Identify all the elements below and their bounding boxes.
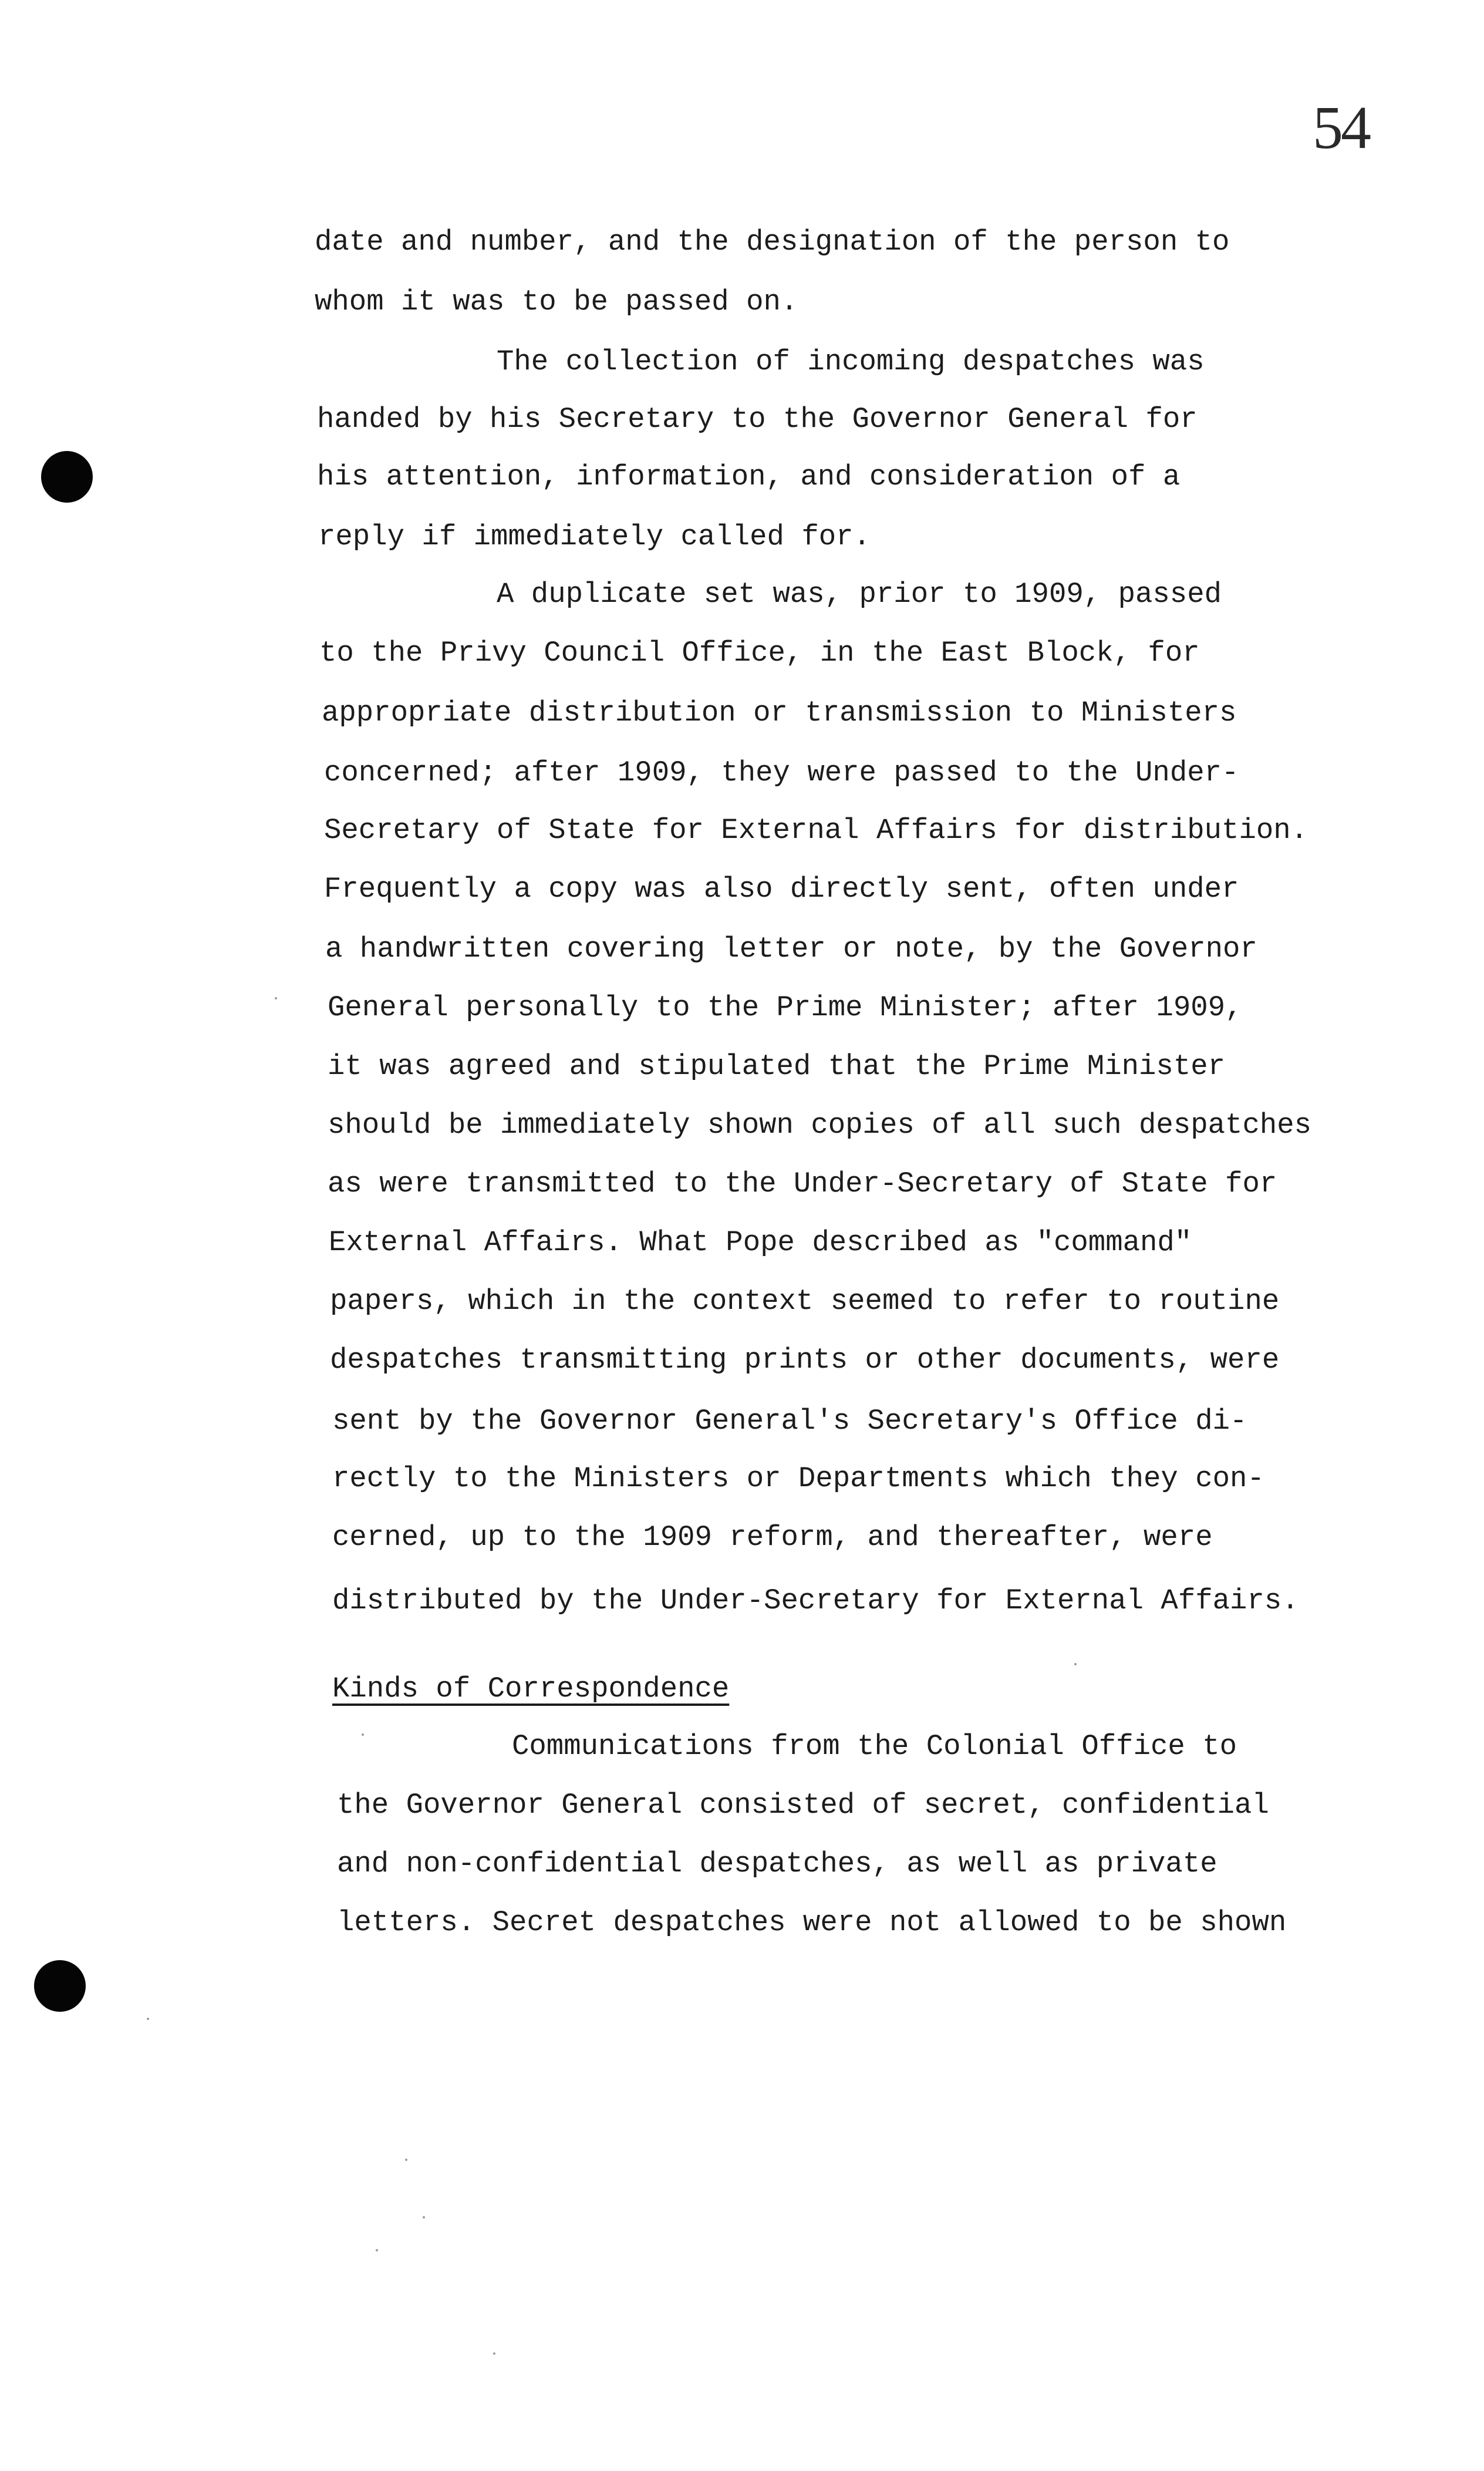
body-line: appropriate distribution or transmission to Ministers <box>322 696 1237 729</box>
body-line: to the Privy Council Office, in the East Block, for <box>319 637 1200 669</box>
scan-speck <box>493 2352 495 2355</box>
body-line: date and number, and the designation of the person to <box>315 225 1230 258</box>
page-number: 54 <box>1313 94 1369 161</box>
body-line: it was agreed and stipulated that the Prime Minister <box>328 1050 1226 1083</box>
scan-speck <box>1074 1663 1077 1665</box>
body-line: distributed by the Under-Secretary for External Affairs. <box>332 1584 1299 1617</box>
body-line: cerned, up to the 1909 reform, and thereafter, were <box>332 1521 1213 1554</box>
body-line: despatches transmitting prints or other documents, were <box>330 1344 1280 1376</box>
body-line: concerned; after 1909, they were passed to the Under- <box>324 756 1239 789</box>
punch-hole-top <box>41 451 93 503</box>
body-line: rectly to the Ministers or Departments which they con- <box>332 1462 1264 1495</box>
body-line: reply if immediately called for. <box>318 520 871 553</box>
body-line: and non-confidential despatches, as well as private <box>337 1847 1217 1880</box>
body-line: a handwritten covering letter or note, by the Governor <box>325 932 1257 965</box>
section-heading: Kinds of Correspondence <box>332 1672 730 1705</box>
scan-speck <box>275 997 277 999</box>
body-line: External Affairs. What Pope described as "command" <box>329 1226 1192 1259</box>
scan-speck <box>362 1733 364 1736</box>
scan-speck <box>423 2216 425 2218</box>
body-line: Secretary of State for External Affairs for distribution. <box>324 814 1308 847</box>
body-line: Frequently a copy was also directly sent, often under <box>324 873 1239 905</box>
scan-speck <box>376 2249 378 2251</box>
body-line: the Governor General consisted of secret, confidential <box>337 1789 1269 1822</box>
scan-speck <box>147 2018 149 2020</box>
body-line: General personally to the Prime Minister; after 1909, <box>328 991 1243 1024</box>
body-line: sent by the Governor General's Secretary's Office di- <box>332 1405 1247 1438</box>
punch-hole-bottom <box>34 1960 86 2012</box>
paragraph-first-line: Communications from the Colonial Office to <box>512 1730 1237 1763</box>
body-line: his attention, information, and consideration of a <box>317 460 1181 493</box>
paragraph-first-line: The collection of incoming despatches was <box>497 345 1205 378</box>
paragraph-first-line: A duplicate set was, prior to 1909, passed <box>497 578 1222 611</box>
body-line: whom it was to be passed on. <box>315 285 798 318</box>
body-line: letters. Secret despatches were not allowed to be shown <box>337 1906 1287 1939</box>
scan-speck <box>405 2159 407 2161</box>
body-line: as were transmitted to the Under-Secretary of State for <box>328 1167 1277 1200</box>
body-line: handed by his Secretary to the Governor General for <box>317 403 1198 436</box>
body-line: should be immediately shown copies of all such despatches <box>328 1109 1312 1142</box>
body-line: papers, which in the context seemed to refer to routine <box>330 1285 1280 1318</box>
